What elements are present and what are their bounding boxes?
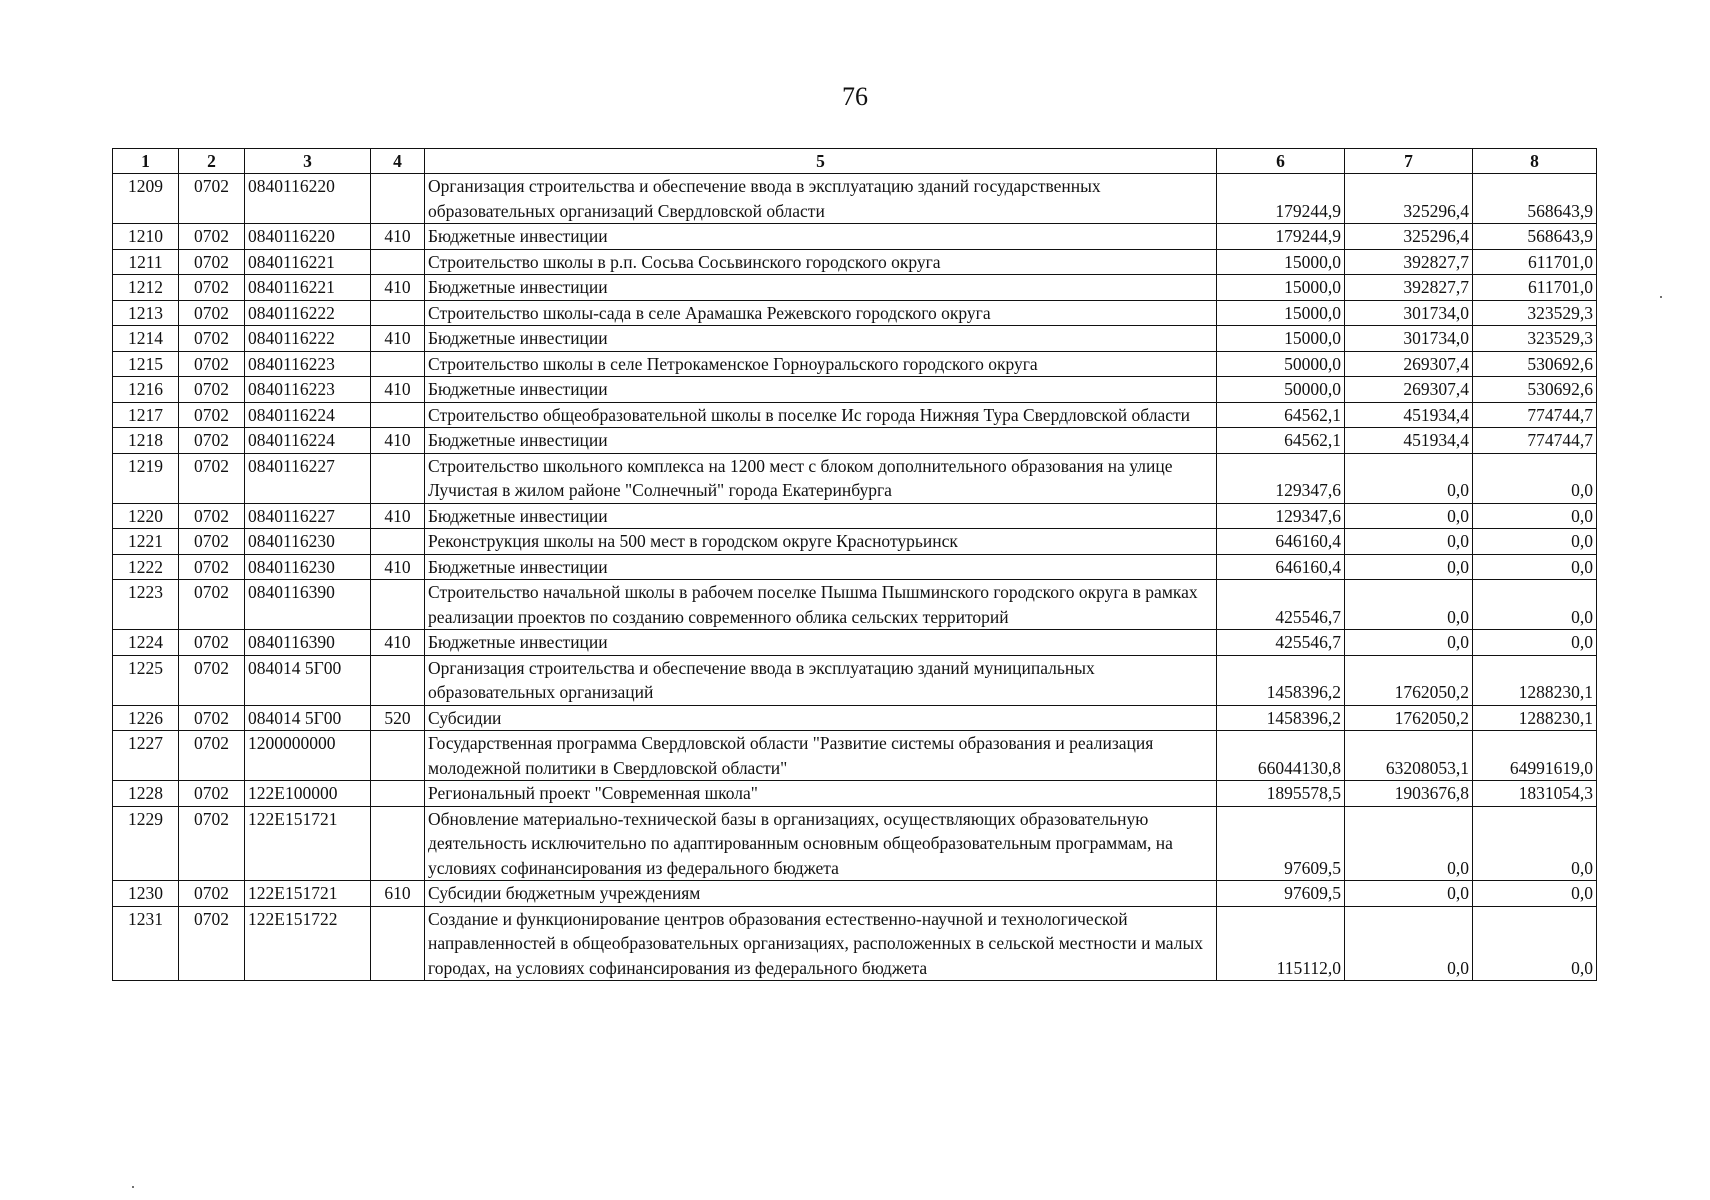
expense-type-cell [371, 580, 425, 630]
row-number-cell: 1227 [113, 731, 179, 781]
row-number-cell: 1225 [113, 655, 179, 705]
expense-type-cell: 410 [371, 503, 425, 529]
table-row [113, 224, 1597, 250]
item-name-cell: Создание и функционирование центров образования естественно-научной и технологической направленностей в общеобразовательных организациях, расположенных в сельской местности и малых городах, на условиях софинансирования из федерального бюджета [425, 906, 1217, 981]
amount-year2-cell: 1762050,2 [1345, 655, 1473, 705]
item-name-cell: Строительство школы-сада в селе Арамашка Режевского городского округа [425, 300, 1217, 326]
amount-year1-cell: 64562,1 [1217, 402, 1345, 428]
expense-type-cell: 410 [371, 224, 425, 250]
table-row [113, 580, 1597, 630]
amount-year3-cell: 1288230,1 [1473, 705, 1597, 731]
expense-type-cell [371, 174, 425, 224]
item-name-cell: Субсидии [425, 705, 1217, 731]
target-code-cell: 0840116230 [245, 554, 371, 580]
amount-year3-cell: 530692,6 [1473, 377, 1597, 403]
item-name-cell: Строительство общеобразовательной школы в поселке Ис города Нижняя Тура Свердловской области [425, 402, 1217, 428]
amount-year1-cell: 115112,0 [1217, 906, 1345, 981]
item-name-cell: Организация строительства и обеспечение ввода в эксплуатацию зданий государственных образовательных организаций Свердловской области [425, 174, 1217, 224]
item-name-cell: Региональный проект "Современная школа" [425, 781, 1217, 807]
section-code-cell: 0702 [179, 453, 245, 503]
item-name-cell: Строительство школьного комплекса на 1200 мест с блоком дополнительного образования на улице Лучистая в жилом районе "Солнечный" города Екатеринбурга [425, 453, 1217, 503]
amount-year3-cell: 774744,7 [1473, 402, 1597, 428]
expense-type-cell: 520 [371, 705, 425, 731]
section-code-cell: 0702 [179, 326, 245, 352]
table-row [113, 906, 1597, 981]
amount-year3-cell: 0,0 [1473, 503, 1597, 529]
header-cell: 8 [1473, 149, 1597, 174]
amount-year2-cell: 451934,4 [1345, 428, 1473, 454]
row-number-cell: 1217 [113, 402, 179, 428]
amount-year3-cell: 64991619,0 [1473, 731, 1597, 781]
amount-year1-cell: 646160,4 [1217, 554, 1345, 580]
amount-year1-cell: 66044130,8 [1217, 731, 1345, 781]
amount-year1-cell: 15000,0 [1217, 275, 1345, 301]
amount-year1-cell: 97609,5 [1217, 881, 1345, 907]
amount-year3-cell: 0,0 [1473, 580, 1597, 630]
target-code-cell: 0840116227 [245, 453, 371, 503]
amount-year2-cell: 269307,4 [1345, 351, 1473, 377]
amount-year3-cell: 530692,6 [1473, 351, 1597, 377]
table-row [113, 300, 1597, 326]
amount-year1-cell: 50000,0 [1217, 351, 1345, 377]
amount-year2-cell: 301734,0 [1345, 300, 1473, 326]
amount-year1-cell: 129347,6 [1217, 503, 1345, 529]
expense-type-cell: 410 [371, 630, 425, 656]
item-name-cell: Строительство начальной школы в рабочем поселке Пышма Пышминского городского округа в рамках реализации проектов по созданию современного облика сельских территорий [425, 580, 1217, 630]
table-row [113, 453, 1597, 503]
section-code-cell: 0702 [179, 402, 245, 428]
section-code-cell: 0702 [179, 224, 245, 250]
expense-type-cell [371, 529, 425, 555]
section-code-cell: 0702 [179, 881, 245, 907]
section-code-cell: 0702 [179, 580, 245, 630]
amount-year3-cell: 0,0 [1473, 630, 1597, 656]
item-name-cell: Государственная программа Свердловской области "Развитие системы образования и реализация молодежной политики в Свердловской области" [425, 731, 1217, 781]
table-row [113, 503, 1597, 529]
amount-year3-cell: 774744,7 [1473, 428, 1597, 454]
section-code-cell: 0702 [179, 428, 245, 454]
amount-year3-cell: 1288230,1 [1473, 655, 1597, 705]
row-number-cell: 1214 [113, 326, 179, 352]
item-name-cell: Бюджетные инвестиции [425, 377, 1217, 403]
item-name-cell: Субсидии бюджетным учреждениям [425, 881, 1217, 907]
expense-type-cell: 410 [371, 554, 425, 580]
amount-year2-cell: 0,0 [1345, 580, 1473, 630]
amount-year1-cell: 1458396,2 [1217, 705, 1345, 731]
table-row [113, 428, 1597, 454]
expense-type-cell [371, 351, 425, 377]
row-number-cell: 1220 [113, 503, 179, 529]
header-cell: 2 [179, 149, 245, 174]
amount-year3-cell: 568643,9 [1473, 174, 1597, 224]
row-number-cell: 1221 [113, 529, 179, 555]
item-name-cell: Реконструкция школы на 500 мест в городском округе Краснотурьинск [425, 529, 1217, 555]
target-code-cell: 0840116222 [245, 300, 371, 326]
table-row [113, 326, 1597, 352]
table-row [113, 529, 1597, 555]
expense-type-cell [371, 781, 425, 807]
header-cell: 1 [113, 149, 179, 174]
amount-year2-cell: 392827,7 [1345, 249, 1473, 275]
amount-year2-cell: 451934,4 [1345, 402, 1473, 428]
table-row [113, 655, 1597, 705]
target-code-cell: 0840116227 [245, 503, 371, 529]
amount-year2-cell: 0,0 [1345, 906, 1473, 981]
row-number-cell: 1216 [113, 377, 179, 403]
table-row [113, 630, 1597, 656]
amount-year1-cell: 179244,9 [1217, 224, 1345, 250]
target-code-cell: 122E151721 [245, 881, 371, 907]
amount-year2-cell: 0,0 [1345, 529, 1473, 555]
amount-year3-cell: 568643,9 [1473, 224, 1597, 250]
row-number-cell: 1222 [113, 554, 179, 580]
amount-year1-cell: 1458396,2 [1217, 655, 1345, 705]
target-code-cell: 0840116390 [245, 630, 371, 656]
amount-year3-cell: 0,0 [1473, 529, 1597, 555]
row-number-cell: 1215 [113, 351, 179, 377]
table-body [113, 174, 1597, 981]
section-code-cell: 0702 [179, 731, 245, 781]
section-code-cell: 0702 [179, 806, 245, 881]
amount-year2-cell: 325296,4 [1345, 224, 1473, 250]
item-name-cell: Организация строительства и обеспечение ввода в эксплуатацию зданий муниципальных образовательных организаций [425, 655, 1217, 705]
table-row [113, 554, 1597, 580]
amount-year2-cell: 0,0 [1345, 453, 1473, 503]
row-number-cell: 1226 [113, 705, 179, 731]
row-number-cell: 1219 [113, 453, 179, 503]
item-name-cell: Строительство школы в селе Петрокаменское Горноуральского городского округа [425, 351, 1217, 377]
row-number-cell: 1231 [113, 906, 179, 981]
amount-year2-cell: 0,0 [1345, 806, 1473, 881]
amount-year3-cell: 611701,0 [1473, 249, 1597, 275]
expense-type-cell: 410 [371, 326, 425, 352]
amount-year2-cell: 0,0 [1345, 630, 1473, 656]
table-row [113, 705, 1597, 731]
section-code-cell: 0702 [179, 630, 245, 656]
amount-year1-cell: 15000,0 [1217, 249, 1345, 275]
item-name-cell: Обновление материально-технической базы в организациях, осуществляющих образовательную деятельность исключительно по адаптированным основным общеобразовательным программам, на условиях софинансирования из федерального бюджета [425, 806, 1217, 881]
table-row [113, 781, 1597, 807]
amount-year2-cell: 1762050,2 [1345, 705, 1473, 731]
target-code-cell: 0840116224 [245, 402, 371, 428]
row-number-cell: 1213 [113, 300, 179, 326]
table-row [113, 351, 1597, 377]
expense-type-cell [371, 300, 425, 326]
header-row [113, 149, 1597, 174]
section-code-cell: 0702 [179, 781, 245, 807]
target-code-cell: 0840116230 [245, 529, 371, 555]
section-code-cell: 0702 [179, 275, 245, 301]
amount-year3-cell: 323529,3 [1473, 326, 1597, 352]
table-row [113, 377, 1597, 403]
row-number-cell: 1210 [113, 224, 179, 250]
row-number-cell: 1212 [113, 275, 179, 301]
section-code-cell: 0702 [179, 249, 245, 275]
target-code-cell: 084014 5Г00 [245, 705, 371, 731]
target-code-cell: 084014 5Г00 [245, 655, 371, 705]
row-number-cell: 1209 [113, 174, 179, 224]
amount-year2-cell: 301734,0 [1345, 326, 1473, 352]
section-code-cell: 0702 [179, 705, 245, 731]
item-name-cell: Бюджетные инвестиции [425, 224, 1217, 250]
table-row [113, 402, 1597, 428]
amount-year3-cell: 0,0 [1473, 453, 1597, 503]
expense-type-cell: 410 [371, 275, 425, 301]
row-number-cell: 1230 [113, 881, 179, 907]
header-cell: 3 [245, 149, 371, 174]
amount-year2-cell: 0,0 [1345, 554, 1473, 580]
target-code-cell: 0840116220 [245, 224, 371, 250]
row-number-cell: 1224 [113, 630, 179, 656]
item-name-cell: Бюджетные инвестиции [425, 503, 1217, 529]
header-cell: 5 [425, 149, 1217, 174]
section-code-cell: 0702 [179, 300, 245, 326]
scan-speck [132, 1186, 134, 1188]
amount-year2-cell: 63208053,1 [1345, 731, 1473, 781]
row-number-cell: 1218 [113, 428, 179, 454]
table-row [113, 731, 1597, 781]
target-code-cell: 122E100000 [245, 781, 371, 807]
page-number: 76 [842, 82, 868, 111]
target-code-cell: 0840116223 [245, 351, 371, 377]
section-code-cell: 0702 [179, 554, 245, 580]
amount-year2-cell: 1903676,8 [1345, 781, 1473, 807]
amount-year1-cell: 425546,7 [1217, 580, 1345, 630]
amount-year3-cell: 1831054,3 [1473, 781, 1597, 807]
amount-year1-cell: 15000,0 [1217, 326, 1345, 352]
target-code-cell: 0840116221 [245, 275, 371, 301]
expense-type-cell: 410 [371, 428, 425, 454]
table-row [113, 275, 1597, 301]
table-row [113, 249, 1597, 275]
section-code-cell: 0702 [179, 529, 245, 555]
section-code-cell: 0702 [179, 174, 245, 224]
amount-year3-cell: 323529,3 [1473, 300, 1597, 326]
table-row [113, 881, 1597, 907]
amount-year3-cell: 0,0 [1473, 554, 1597, 580]
amount-year1-cell: 646160,4 [1217, 529, 1345, 555]
item-name-cell: Бюджетные инвестиции [425, 275, 1217, 301]
item-name-cell: Бюджетные инвестиции [425, 554, 1217, 580]
target-code-cell: 122E151721 [245, 806, 371, 881]
amount-year1-cell: 425546,7 [1217, 630, 1345, 656]
section-code-cell: 0702 [179, 906, 245, 981]
amount-year1-cell: 97609,5 [1217, 806, 1345, 881]
target-code-cell: 0840116220 [245, 174, 371, 224]
amount-year2-cell: 325296,4 [1345, 174, 1473, 224]
expense-type-cell [371, 249, 425, 275]
row-number-cell: 1211 [113, 249, 179, 275]
amount-year3-cell: 0,0 [1473, 881, 1597, 907]
amount-year1-cell: 64562,1 [1217, 428, 1345, 454]
amount-year3-cell: 0,0 [1473, 806, 1597, 881]
header-cell: 7 [1345, 149, 1473, 174]
expense-type-cell [371, 806, 425, 881]
scan-speck [1660, 296, 1662, 298]
amount-year2-cell: 269307,4 [1345, 377, 1473, 403]
header-cell: 4 [371, 149, 425, 174]
amount-year1-cell: 50000,0 [1217, 377, 1345, 403]
amount-year2-cell: 392827,7 [1345, 275, 1473, 301]
row-number-cell: 1229 [113, 806, 179, 881]
target-code-cell: 0840116223 [245, 377, 371, 403]
item-name-cell: Бюджетные инвестиции [425, 428, 1217, 454]
expense-type-cell: 410 [371, 377, 425, 403]
section-code-cell: 0702 [179, 377, 245, 403]
section-code-cell: 0702 [179, 655, 245, 705]
item-name-cell: Строительство школы в р.п. Сосьва Сосьвинского городского округа [425, 249, 1217, 275]
target-code-cell: 122E151722 [245, 906, 371, 981]
expense-type-cell [371, 655, 425, 705]
amount-year1-cell: 129347,6 [1217, 453, 1345, 503]
header-cell: 6 [1217, 149, 1345, 174]
section-code-cell: 0702 [179, 351, 245, 377]
amount-year1-cell: 179244,9 [1217, 174, 1345, 224]
amount-year1-cell: 15000,0 [1217, 300, 1345, 326]
amount-year2-cell: 0,0 [1345, 503, 1473, 529]
target-code-cell: 0840116221 [245, 249, 371, 275]
row-number-cell: 1223 [113, 580, 179, 630]
amount-year1-cell: 1895578,5 [1217, 781, 1345, 807]
table-row [113, 806, 1597, 881]
amount-year3-cell: 0,0 [1473, 906, 1597, 981]
row-number-cell: 1228 [113, 781, 179, 807]
section-code-cell: 0702 [179, 503, 245, 529]
expense-type-cell [371, 906, 425, 981]
expense-type-cell [371, 453, 425, 503]
amount-year2-cell: 0,0 [1345, 881, 1473, 907]
target-code-cell: 0840116224 [245, 428, 371, 454]
table-row [113, 174, 1597, 224]
amount-year3-cell: 611701,0 [1473, 275, 1597, 301]
target-code-cell: 0840116390 [245, 580, 371, 630]
expense-type-cell [371, 402, 425, 428]
budget-table [112, 148, 1597, 981]
item-name-cell: Бюджетные инвестиции [425, 630, 1217, 656]
item-name-cell: Бюджетные инвестиции [425, 326, 1217, 352]
target-code-cell: 1200000000 [245, 731, 371, 781]
target-code-cell: 0840116222 [245, 326, 371, 352]
expense-type-cell [371, 731, 425, 781]
expense-type-cell: 610 [371, 881, 425, 907]
